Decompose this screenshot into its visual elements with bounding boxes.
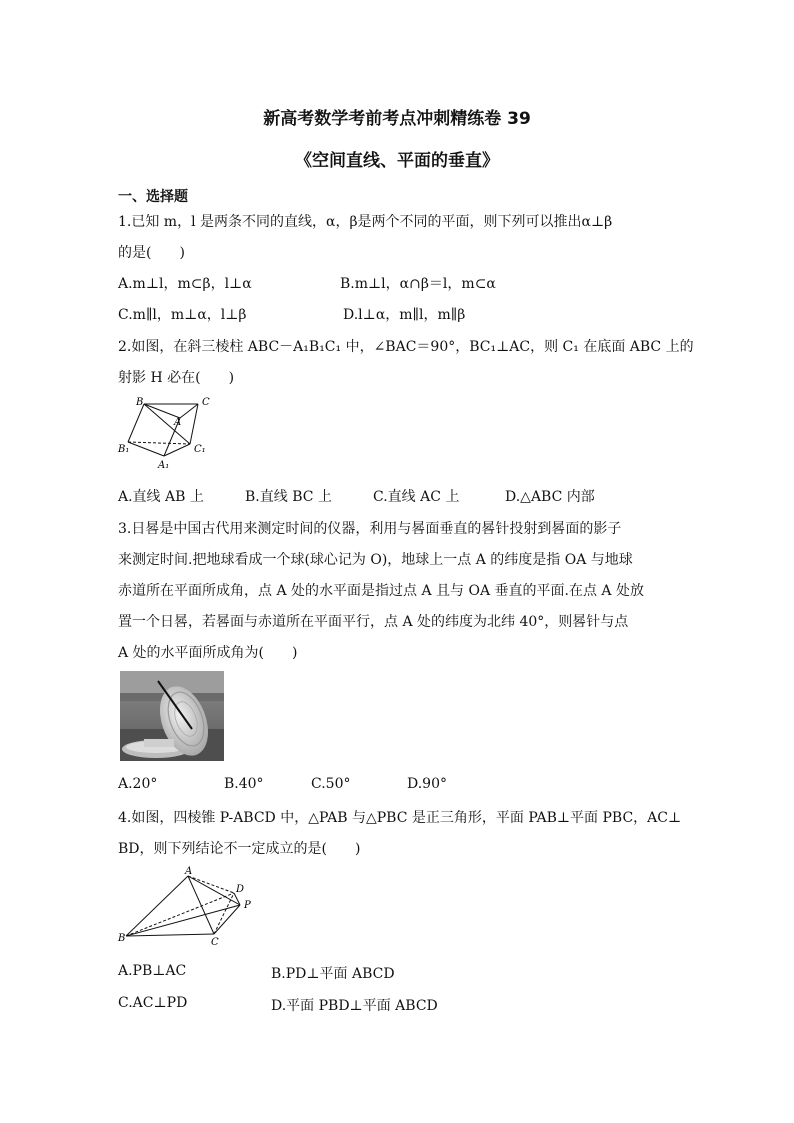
q3-option-b: B.40° <box>224 776 264 792</box>
page-title: 新高考数学考前考点冲刺精练卷 39 <box>263 109 531 129</box>
q3-stem-line5: A 处的水平面所成角为( ) <box>118 645 298 661</box>
q2-stem-line1: 2.如图，在斜三棱柱 ABC－A₁B₁C₁ 中，∠BAC＝90°，BC₁⊥AC，则 C₁ 在底面 ABC 上的 <box>118 339 694 355</box>
q3-option-c: C.50° <box>311 776 351 792</box>
q3-stem-line4: 置一个日晷，若晷面与赤道所在平面平行，点 A 处的纬度为北纬 40°，则晷针与点 <box>118 614 629 630</box>
q4-option-d: D.平面 PBD⊥平面 ABCD <box>271 998 438 1014</box>
q3-stem-line1: 3.日晷是中国古代用来测定时间的仪器，利用与晷面垂直的晷针投射到晷面的影子 <box>118 521 622 537</box>
q2-stem-line2: 射影 H 必在( ) <box>118 370 235 386</box>
page-subtitle: 《空间直线、平面的垂直》 <box>295 151 499 171</box>
q2-option-c: C.直线 AC 上 <box>373 489 460 505</box>
q1-stem-line1: 1.已知 m，l 是两条不同的直线，α，β是两个不同的平面，则下列可以推出α⊥β <box>118 214 613 230</box>
prism-label-b1: B₁ <box>118 444 130 455</box>
sundial-photo <box>120 671 224 761</box>
prism-label-b: B <box>136 397 144 408</box>
sundial-image <box>120 671 224 761</box>
prism-figure <box>116 392 226 474</box>
pyramid-label-a: A <box>185 866 193 877</box>
prism-label-a: A <box>174 417 182 428</box>
pyramid-label-c: C <box>211 937 219 946</box>
q1-stem-line2: 的是( ) <box>118 245 185 261</box>
q4-stem-line1: 4.如图，四棱锥 P-ABCD 中，△PAB 与△PBC 是正三角形，平面 PAB⊥平面 PBC，AC⊥ <box>118 810 682 826</box>
pyramid-label-p: P <box>244 900 251 911</box>
pyramid-label-d: D <box>236 884 245 895</box>
prism-label-a1: A₁ <box>158 460 170 471</box>
pyramid-figure <box>116 864 261 946</box>
q1-option-a: A.m⊥l，m⊂β，l⊥α <box>118 276 252 292</box>
q4-stem-line2: BD，则下列结论不一定成立的是( ) <box>118 841 361 857</box>
prism-label-c1: C₁ <box>194 444 206 455</box>
q4-option-a: A.PB⊥AC <box>118 963 187 979</box>
q4-option-c: C.AC⊥PD <box>118 995 188 1011</box>
section-heading: 一、选择题 <box>118 189 188 205</box>
q2-option-b: B.直线 BC 上 <box>245 489 332 505</box>
q2-option-d: D.△ABC 内部 <box>505 489 595 505</box>
q4-option-b: B.PD⊥平面 ABCD <box>271 966 395 982</box>
prism-label-c: C <box>202 397 210 408</box>
q1-option-c: C.m∥l，m⊥α，l⊥β <box>118 307 247 323</box>
q3-option-a: A.20° <box>118 776 158 792</box>
q3-option-d: D.90° <box>407 776 447 792</box>
q3-stem-line2: 来测定时间.把地球看成一个球(球心记为 O)，地球上一点 A 的纬度是指 OA 与地球 <box>118 552 633 568</box>
q1-option-b: B.m⊥l，α∩β＝l，m⊂α <box>340 276 496 292</box>
q3-stem-line3: 赤道所在平面所成角，点 A 处的水平面是指过点 A 且与 OA 垂直的平面.在点 A 处放 <box>118 583 644 599</box>
q2-option-a: A.直线 AB 上 <box>118 489 204 505</box>
q1-option-d: D.l⊥α，m∥l，m∥β <box>343 307 466 323</box>
pyramid-label-b: B <box>118 933 126 944</box>
